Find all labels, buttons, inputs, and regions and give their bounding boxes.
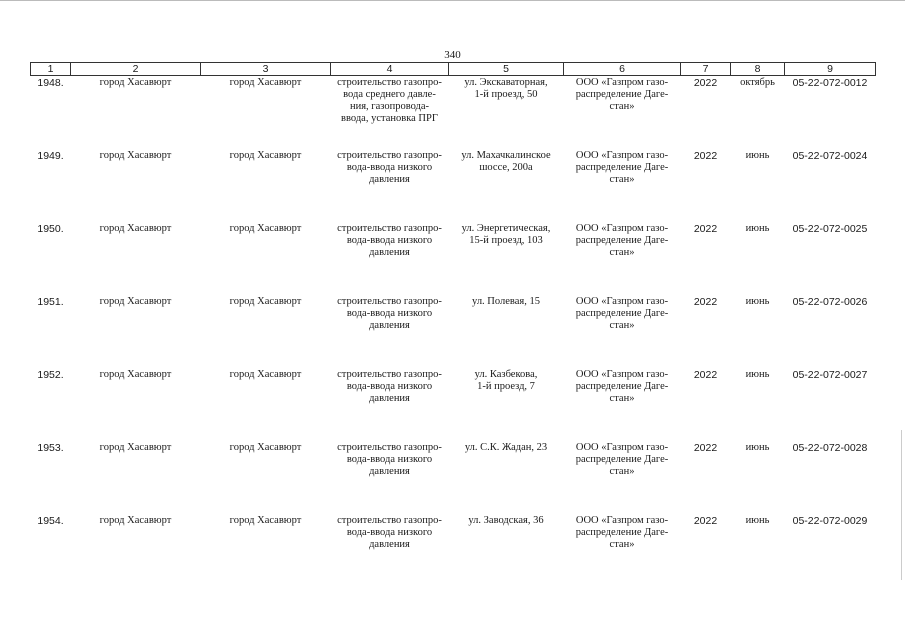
- row-code: 05-22-072-0027: [792, 369, 868, 381]
- cell-line: стан»: [609, 174, 635, 185]
- scan-right-margin-mark: [901, 430, 902, 580]
- row-district: город Хасавюрт: [229, 77, 302, 88]
- row-organization: [564, 294, 681, 367]
- cell-line: давления: [369, 466, 410, 477]
- cell-line: 1-й проезд, 7: [477, 381, 535, 392]
- cell-line: давления: [369, 320, 410, 331]
- row-year: 2022: [693, 223, 718, 235]
- row-code: 05-22-072-0026: [792, 296, 868, 308]
- row-district: город Хасавюрт: [229, 515, 302, 526]
- cell-line: распределение Даге-: [575, 162, 669, 173]
- cell-line: ул. Экскаваторная,: [464, 77, 548, 88]
- header-col-2: 2: [71, 63, 201, 76]
- cell-line: распределение Даге-: [575, 308, 669, 319]
- row-number: 1953.: [37, 442, 64, 454]
- row-organization: [564, 221, 681, 294]
- row-district: город Хасавюрт: [229, 296, 302, 307]
- cell-line: вода-ввода низкого: [346, 454, 433, 465]
- cell-line: строительство газопро-: [337, 369, 442, 380]
- cell-line: давления: [369, 393, 410, 404]
- row-number: 1954.: [37, 515, 64, 527]
- cell-line: строительство газопро-: [337, 150, 442, 161]
- cell-line: стан»: [609, 247, 635, 258]
- table-row: [31, 221, 876, 294]
- row-locality: город Хасавюрт: [99, 369, 172, 380]
- header-col-3: 3: [201, 63, 331, 76]
- table-row: [31, 367, 876, 440]
- row-work-description: [331, 440, 449, 513]
- cell-line: строительство газопро-: [337, 515, 442, 526]
- cell-line: ООО «Газпром газо-: [575, 150, 669, 161]
- registry-table: [30, 62, 876, 586]
- row-number: 1952.: [37, 369, 64, 381]
- cell-line: строительство газопро-: [337, 442, 442, 453]
- cell-line: давления: [369, 247, 410, 258]
- row-number: 1950.: [37, 223, 64, 235]
- row-number: 1948.: [37, 77, 64, 89]
- row-district: город Хасавюрт: [229, 442, 302, 453]
- row-month: июнь: [745, 223, 770, 234]
- table-row: [31, 76, 876, 149]
- row-code: 05-22-072-0028: [792, 442, 868, 454]
- cell-line: ООО «Газпром газо-: [575, 369, 669, 380]
- row-work-description: [331, 76, 449, 149]
- row-locality: город Хасавюрт: [99, 77, 172, 88]
- row-work-description: [331, 148, 449, 221]
- cell-line: вода-ввода низкого: [346, 308, 433, 319]
- row-work-description: [331, 367, 449, 440]
- row-work-description: [331, 221, 449, 294]
- row-address: [449, 513, 564, 586]
- row-locality: город Хасавюрт: [99, 442, 172, 453]
- row-number: 1951.: [37, 296, 64, 308]
- row-locality: город Хасавюрт: [99, 150, 172, 161]
- row-code: 05-22-072-0025: [792, 223, 868, 235]
- header-col-6: 6: [564, 63, 681, 76]
- cell-line: шоссе, 200а: [479, 162, 533, 173]
- cell-line: давления: [369, 539, 410, 550]
- row-year: 2022: [693, 369, 718, 381]
- cell-line: стан»: [609, 466, 635, 477]
- cell-line: распределение Даге-: [575, 454, 669, 465]
- cell-line: вода-ввода низкого: [346, 381, 433, 392]
- cell-line: распределение Даге-: [575, 527, 669, 538]
- page-number: 340: [444, 49, 461, 61]
- cell-line: вода среднего давле-: [343, 89, 436, 100]
- scan-top-edge: [0, 0, 905, 5]
- header-row: [31, 63, 876, 76]
- row-address: [449, 440, 564, 513]
- header-col-5: 5: [449, 63, 564, 76]
- row-code: 05-22-072-0029: [792, 515, 868, 527]
- cell-line: стан»: [609, 393, 635, 404]
- cell-line: строительство газопро-: [337, 77, 442, 88]
- row-number: 1949.: [37, 150, 64, 162]
- row-code: 05-22-072-0012: [792, 77, 868, 89]
- row-year: 2022: [693, 296, 718, 308]
- row-district: город Хасавюрт: [229, 369, 302, 380]
- table-body: [31, 76, 876, 587]
- header-col-1: 1: [31, 63, 71, 76]
- cell-line: вода-ввода низкого: [346, 527, 433, 538]
- header-col-9: 9: [785, 63, 876, 76]
- header-col-4: 4: [331, 63, 449, 76]
- row-organization: [564, 148, 681, 221]
- cell-line: ул. Заводская, 36: [468, 515, 544, 526]
- table-row: [31, 294, 876, 367]
- cell-line: ул. С.К. Жадан, 23: [464, 442, 548, 453]
- cell-line: ул. Махачкалинское: [461, 150, 551, 161]
- cell-line: ул. Энергетическая,: [461, 223, 551, 234]
- cell-line: строительство газопро-: [337, 223, 442, 234]
- row-address: [449, 294, 564, 367]
- row-year: 2022: [693, 77, 718, 89]
- row-code: 05-22-072-0024: [792, 150, 868, 162]
- cell-line: ООО «Газпром газо-: [575, 442, 669, 453]
- cell-line: ООО «Газпром газо-: [575, 515, 669, 526]
- header-col-7: 7: [681, 63, 731, 76]
- row-month: октябрь: [740, 77, 775, 88]
- row-address: [449, 221, 564, 294]
- row-organization: [564, 367, 681, 440]
- table-row: [31, 148, 876, 221]
- cell-line: вода-ввода низкого: [346, 162, 433, 173]
- cell-line: ввода, установка ПРГ: [341, 113, 438, 124]
- row-work-description: [331, 513, 449, 586]
- cell-line: ООО «Газпром газо-: [575, 223, 669, 234]
- row-address: [449, 367, 564, 440]
- cell-line: ООО «Газпром газо-: [575, 77, 669, 88]
- cell-line: ООО «Газпром газо-: [575, 296, 669, 307]
- cell-line: стан»: [609, 539, 635, 550]
- row-month: июнь: [745, 369, 770, 380]
- row-locality: город Хасавюрт: [99, 296, 172, 307]
- row-month: июнь: [745, 296, 770, 307]
- cell-line: 1-й проезд, 50: [474, 89, 538, 100]
- row-year: 2022: [693, 442, 718, 454]
- cell-line: ул. Казбекова,: [474, 369, 538, 380]
- row-organization: [564, 76, 681, 149]
- table-row: [31, 440, 876, 513]
- row-organization: [564, 513, 681, 586]
- cell-line: 15-й проезд, 103: [469, 235, 543, 246]
- cell-line: стан»: [609, 101, 635, 112]
- cell-line: давления: [369, 174, 410, 185]
- cell-line: ния, газопровода-: [349, 101, 430, 112]
- cell-line: стан»: [609, 320, 635, 331]
- cell-line: распределение Даге-: [575, 235, 669, 246]
- cell-line: вода-ввода низкого: [346, 235, 433, 246]
- table-row: [31, 513, 876, 586]
- cell-line: ул. Полевая, 15: [472, 296, 540, 307]
- cell-line: строительство газопро-: [337, 296, 442, 307]
- row-district: город Хасавюрт: [229, 150, 302, 161]
- row-month: июнь: [745, 515, 770, 526]
- row-year: 2022: [693, 150, 718, 162]
- header-col-8: 8: [731, 63, 785, 76]
- cell-line: распределение Даге-: [575, 381, 669, 392]
- table-header: [31, 63, 876, 76]
- row-address: [449, 76, 564, 149]
- row-locality: город Хасавюрт: [99, 515, 172, 526]
- row-organization: [564, 440, 681, 513]
- row-address: [449, 148, 564, 221]
- cell-line: распределение Даге-: [575, 89, 669, 100]
- row-work-description: [331, 294, 449, 367]
- row-district: город Хасавюрт: [229, 223, 302, 234]
- row-month: июнь: [745, 150, 770, 161]
- row-locality: город Хасавюрт: [99, 223, 172, 234]
- row-month: июнь: [745, 442, 770, 453]
- row-year: 2022: [693, 515, 718, 527]
